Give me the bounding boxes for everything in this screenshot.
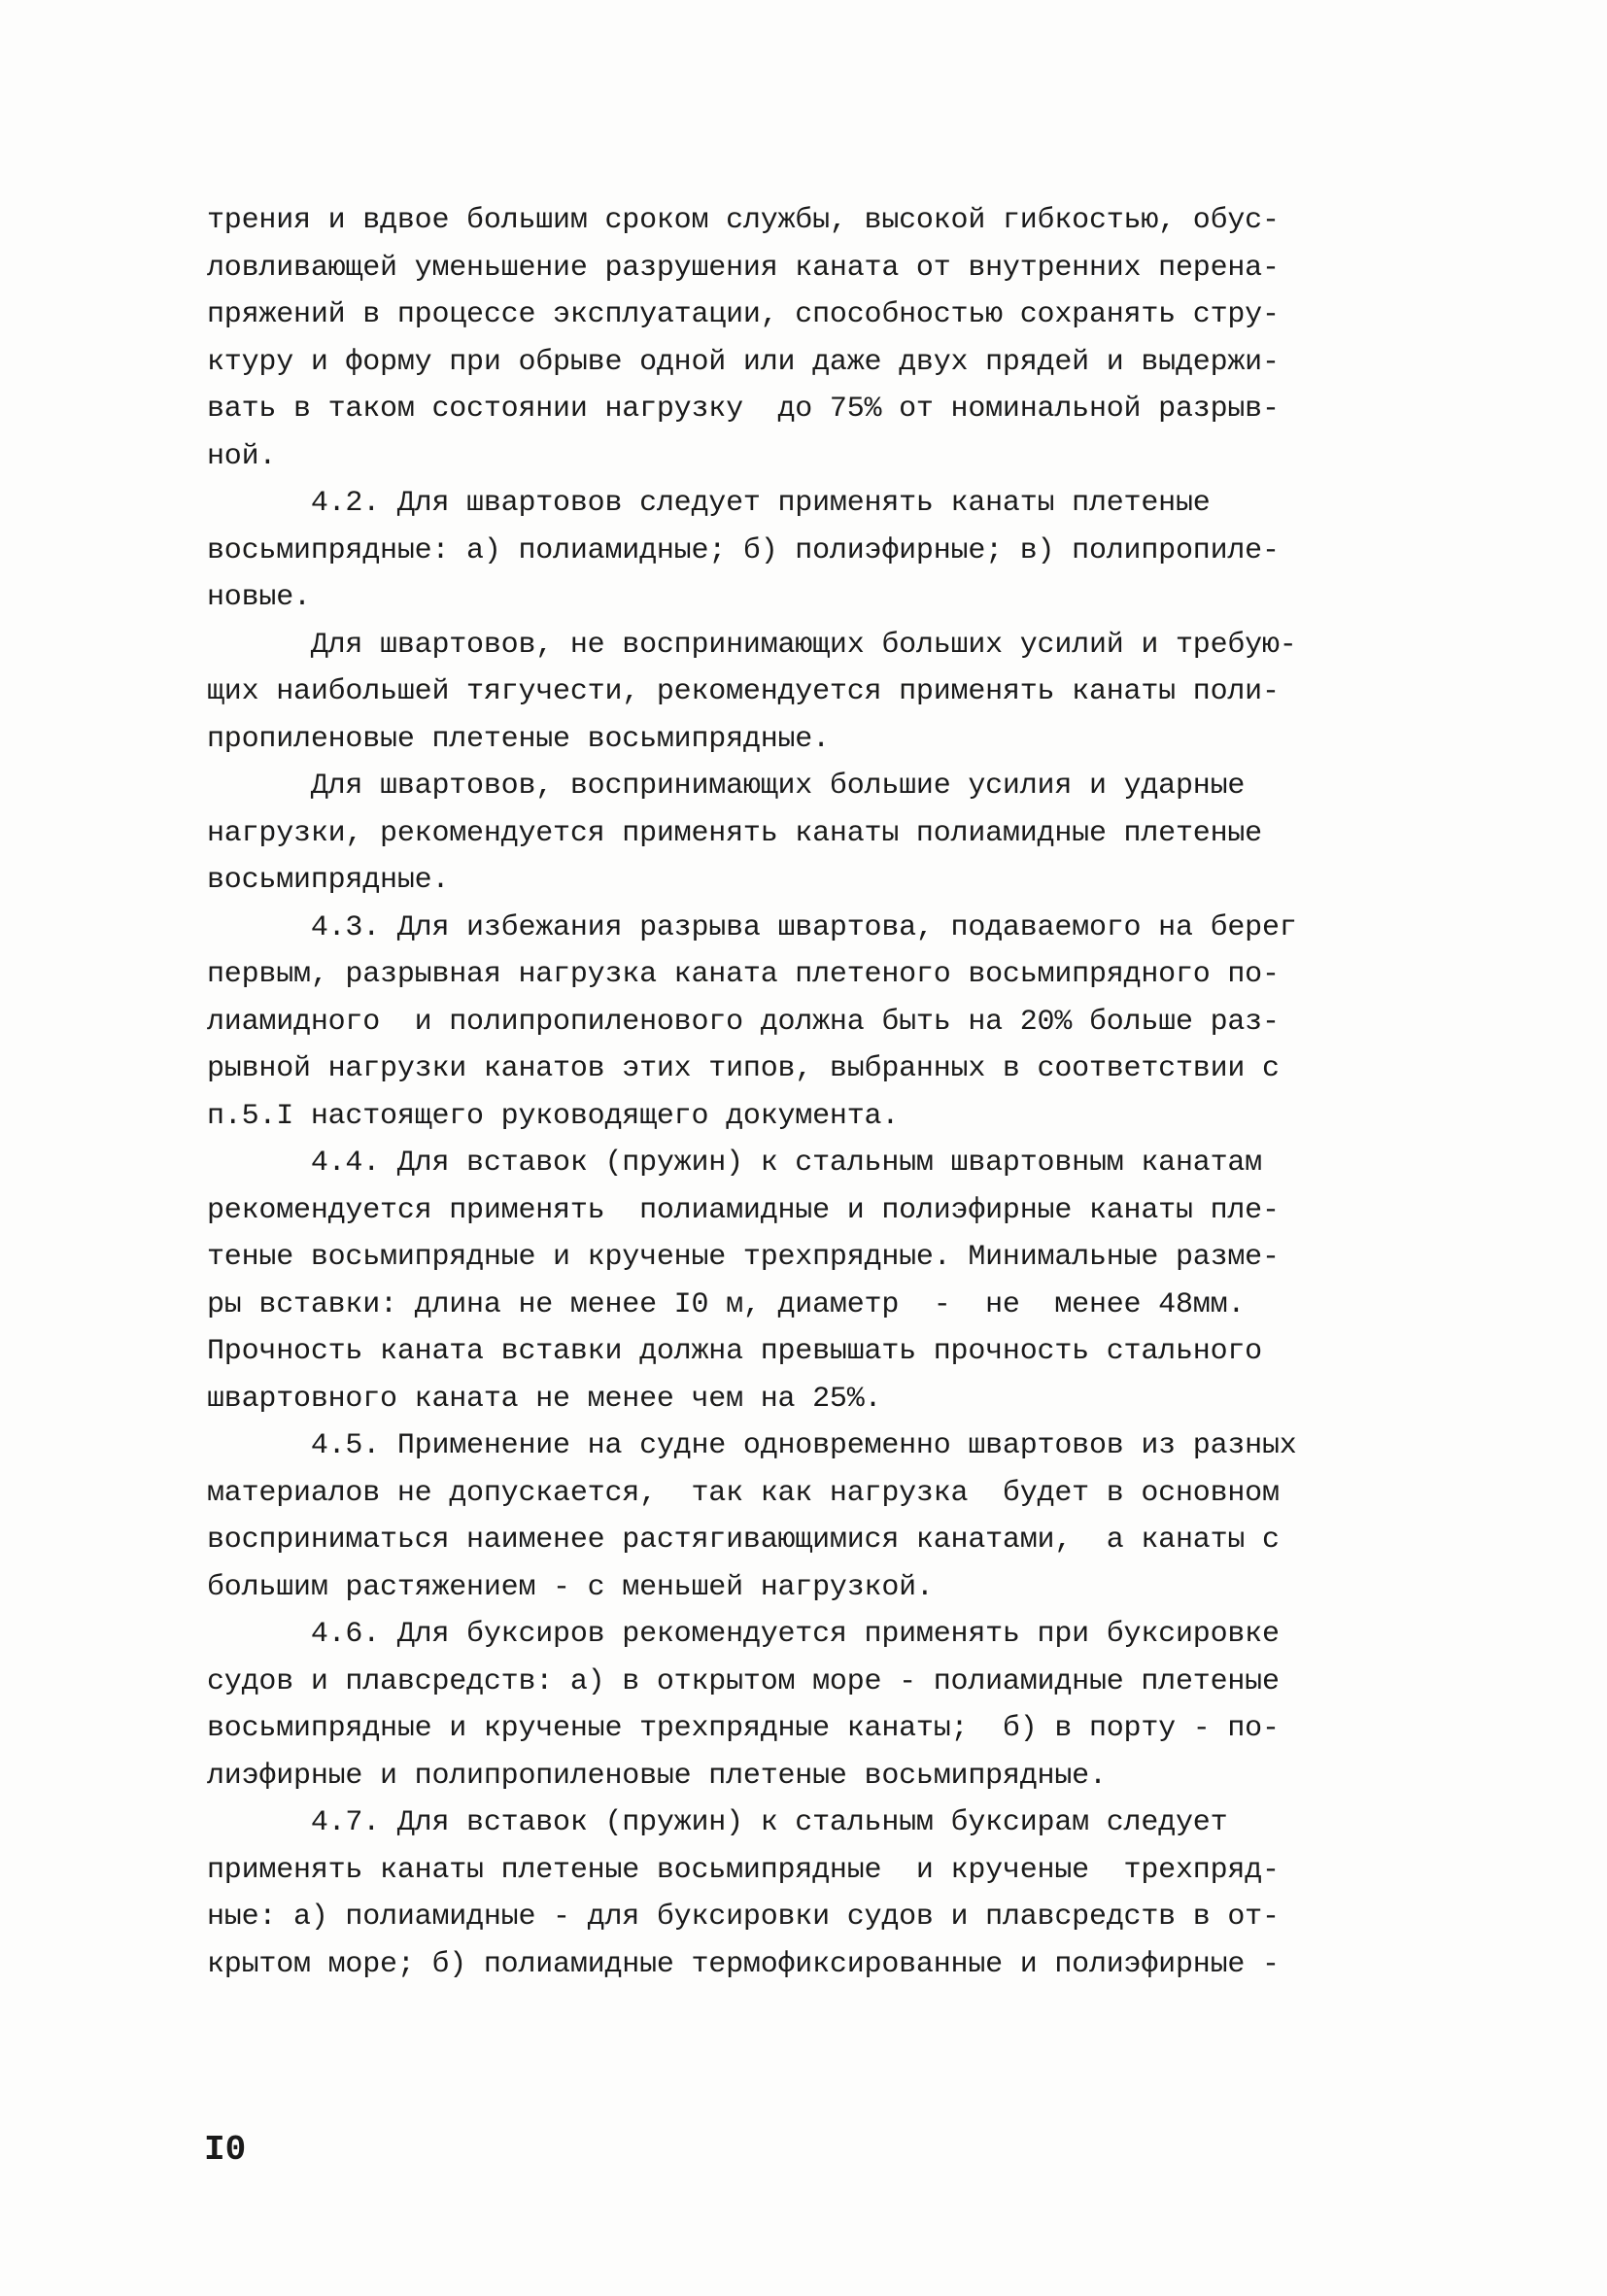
text-line: Для швартовов, не воспринимающих больших усилий и требую-: [207, 628, 1297, 662]
text-line: материалов не допускается, так как нагрузка будет в основном: [207, 1476, 1280, 1510]
text-line: 4.6. Для буксиров рекомендуется применять при буксировке: [207, 1618, 1280, 1651]
text-line: восьмипрядные: а) полиамидные; б) полиэфирные; в) полипропиле-: [207, 533, 1280, 567]
text-line: щих наибольшей тягучести, рекомендуется применять канаты поли-: [207, 675, 1280, 708]
text-line: ры вставки: длина не менее I0 м, диаметр - не менее 48мм.: [207, 1287, 1246, 1321]
text-line: ктуру и форму при обрыве одной или даже двух прядей и выдержи-: [207, 345, 1280, 379]
page-number: I0: [204, 2130, 247, 2170]
text-line: Прочность каната вставки должна превышать прочность стального: [207, 1335, 1262, 1368]
text-line: большим растяжением - с меньшей нагрузкой.: [207, 1570, 934, 1604]
text-line: лиэфирные и полипропиленовые плетеные восьмипрядные.: [207, 1759, 1107, 1793]
text-line: новые.: [207, 581, 311, 614]
text-line: лиамидного и полипропиленового должна быть на 20% больше раз-: [207, 1005, 1280, 1039]
text-line: ловливающей уменьшение разрушения каната от внутренних перена-: [207, 251, 1280, 285]
text-line: крытом море; б) полиамидные термофиксированные и полиэфирные -: [207, 1947, 1280, 1981]
text-line: применять канаты плетеные восьмипрядные и крученые трехпряд-: [207, 1853, 1280, 1887]
text-line: Для швартовов, воспринимающих большие усилия и ударные: [207, 770, 1246, 803]
text-line: ной.: [207, 439, 277, 473]
text-line: первым, разрывная нагрузка каната плетеного восьмипрядного по-: [207, 958, 1280, 991]
text-line: 4.3. Для избежания разрыва швартова, подаваемого на берег: [207, 910, 1297, 944]
body-text: [207, 197, 1404, 1988]
text-line: пропиленовые плетеные восьмипрядные.: [207, 722, 830, 756]
text-line: п.5.I настоящего руководящего документа.: [207, 1099, 900, 1133]
text-line: трения и вдвое большим сроком службы, высокой гибкостью, обус-: [207, 204, 1280, 237]
text-line: 4.4. Для вставок (пружин) к стальным швартовным канатам: [207, 1147, 1262, 1180]
text-line: восприниматься наименее растягивающимися канатами, а канаты с: [207, 1524, 1280, 1557]
text-line: рекомендуется применять полиамидные и полиэфирные канаты пле-: [207, 1193, 1280, 1227]
text-line: рывной нагрузки канатов этих типов, выбранных в соответствии с: [207, 1052, 1280, 1085]
text-line: восьмипрядные и крученые трехпрядные канаты; б) в порту - по-: [207, 1712, 1280, 1745]
text-line: пряжений в процессе эксплуатации, способностью сохранять стру-: [207, 298, 1280, 331]
text-line: швартовного каната не менее чем на 25%.: [207, 1382, 882, 1416]
text-line: 4.7. Для вставок (пружин) к стальным буксирам следует: [207, 1806, 1228, 1839]
text-line: нагрузки, рекомендуется применять канаты полиамидные плетеные: [207, 816, 1262, 850]
text-line: судов и плавсредств: а) в открытом море - полиамидные плетеные: [207, 1664, 1280, 1698]
text-line: 4.2. Для швартовов следует применять канаты плетеные: [207, 487, 1211, 520]
text-line: вать в таком состоянии нагрузку до 75% от номинальной разрыв-: [207, 393, 1280, 426]
text-line: теные восьмипрядные и крученые трехпрядные. Минимальные разме-: [207, 1241, 1280, 1274]
text-line: ные: а) полиамидные - для буксировки судов и плавсредств в от-: [207, 1901, 1280, 1934]
text-line: восьмипрядные.: [207, 864, 450, 897]
text-line: 4.5. Применение на судне одновременно швартовов из разных: [207, 1429, 1297, 1462]
